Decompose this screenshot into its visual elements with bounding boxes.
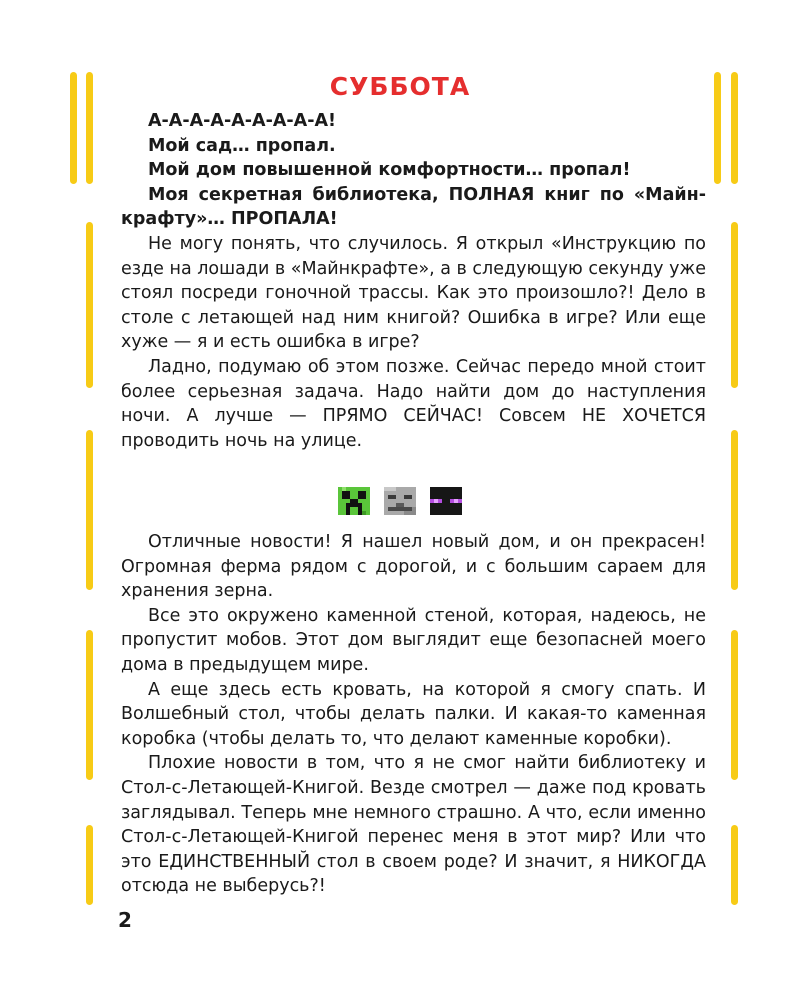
paragraph: Плохие новости в том, что я не смог найти библиотеку и Стол-с-Летающей-Книгой. Везде смотрел — даже под кровать заглядывал. Теперь мне немного страшно. А что, если именно Стол-с-Летающей-Книгой перенес меня в этот мир? Или что это ЕДИНСТВЕННЫЙ стол в своем роде? И значит, я НИКОГДА отсюда не выберусь?! — [121, 753, 706, 897]
paragraph: А-А-А-А-А-А-А-А-А! — [148, 111, 336, 131]
side-bar-left-6 — [86, 825, 93, 905]
creeper-icon — [338, 487, 370, 515]
paragraph: Мой сад… пропал. — [148, 135, 336, 156]
mob-divider — [0, 487, 800, 515]
paragraph: Не могу понять, что случилось. Я открыл «Инструкцию по езде на лошади в «Майнкрафте», а в следующую секунду уже стоял посреди гоночной трассы. Как это произошло?! Дело в столе с летающей над ним книгой? Ошибка в игре? Или еще хуже — я и есть ошибка в игре? — [121, 233, 706, 353]
side-bar-left-5 — [86, 630, 93, 780]
page-number: 2 — [118, 908, 132, 932]
paragraph: Мой дом повышенной комфортности… пропал! — [148, 160, 631, 181]
enderman-icon — [430, 487, 462, 515]
side-bar-left-3 — [86, 222, 93, 388]
side-bar-right-5 — [731, 630, 738, 780]
paragraph: Моя секретная библиотека, ПОЛНАЯ книг по «Майнкрафту»… ПРОПАЛА! — [121, 184, 706, 230]
text-block-bottom — [121, 530, 706, 899]
side-bar-right-3 — [731, 222, 738, 388]
paragraph: Отличные новости! Я нашел новый дом, и он прекрасен! Огромная ферма рядом с дорогой, и с большим сараем для хранения зерна. — [121, 532, 706, 602]
paragraph: А еще здесь есть кровать, на которой я смогу спать. И Волшебный стол, чтобы делать палки. И какая-то каменная коробка (чтобы делать то, что делают каменные коробки). — [121, 679, 706, 749]
text-block-top — [121, 109, 706, 453]
skeleton-icon — [384, 487, 416, 515]
paragraph: Все это окружено каменной стеной, которая, надеюсь, не пропустит мобов. Этот дом выглядит еще безопасней моего дома в предыдущем мире. — [121, 605, 706, 675]
side-bar-right-6 — [731, 825, 738, 905]
page-heading: СУББОТА — [329, 72, 471, 101]
paragraph: Ладно, подумаю об этом позже. Сейчас передо мной стоит более серьезная задача. Надо найти дом до наступления ночи. А лучше — ПРЯМО СЕЙЧАС! Совсем НЕ ХОЧЕТСЯ проводить ночь на улице. — [121, 356, 706, 451]
